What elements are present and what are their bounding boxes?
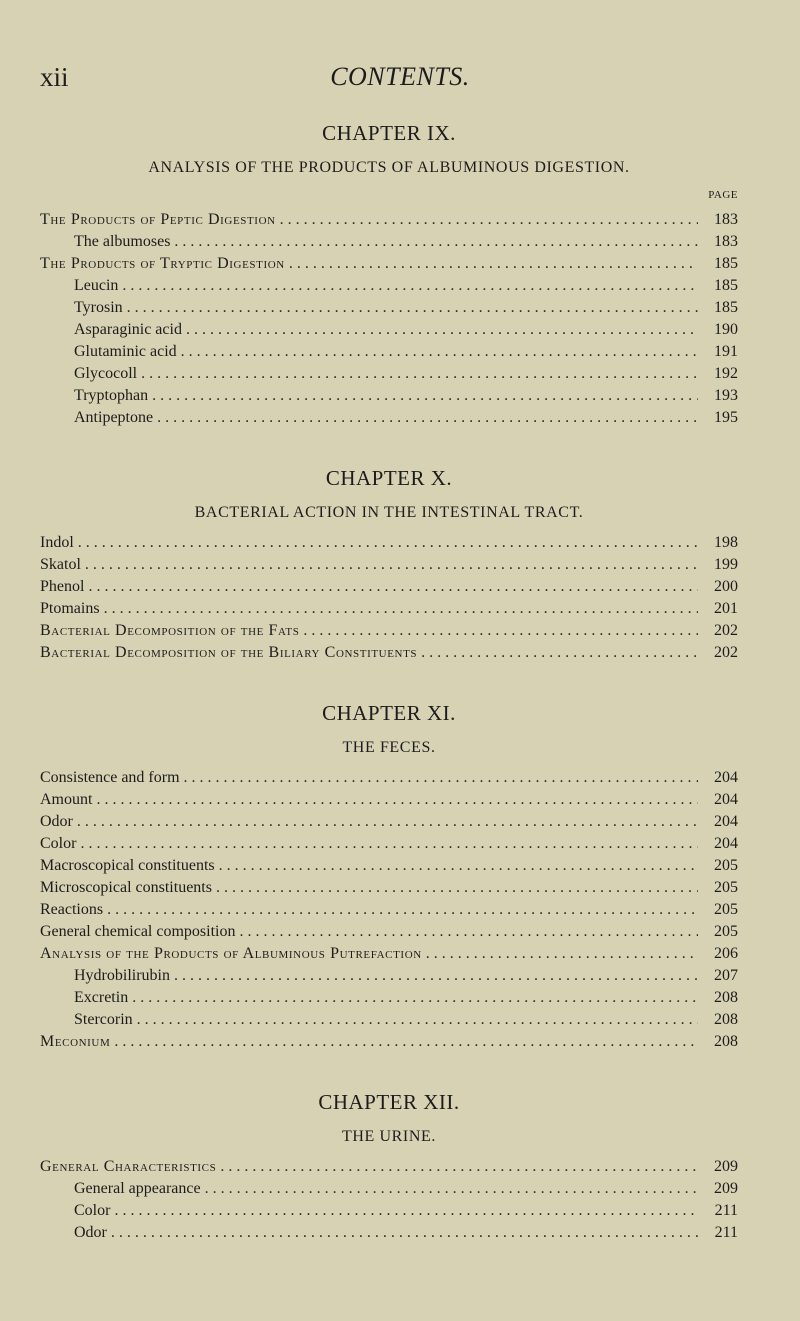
entry-title: Stercorin xyxy=(74,1011,133,1028)
toc-entry xyxy=(40,407,738,429)
dot-leader xyxy=(114,1200,698,1222)
entry-title: Glycocoll xyxy=(74,365,138,382)
entry-page-number: 205 xyxy=(714,901,738,918)
toc-entry xyxy=(40,855,738,877)
dot-leader xyxy=(289,253,698,275)
dot-leader xyxy=(80,833,698,855)
entry-page-number: 206 xyxy=(714,945,738,962)
entry-page-number: 183 xyxy=(714,211,738,228)
entry-title: Ptomains xyxy=(40,600,100,617)
entry-title: Reactions xyxy=(40,901,104,918)
entry-page-number: 205 xyxy=(714,879,738,896)
dot-leader xyxy=(85,554,698,576)
toc-entry xyxy=(40,275,738,297)
chapter-section xyxy=(40,118,738,429)
running-head xyxy=(40,62,760,92)
dot-leader xyxy=(132,987,698,1009)
toc-entry xyxy=(40,576,738,598)
chapter-heading: CHAPTER XII. xyxy=(318,1090,460,1114)
entry-page-number: 204 xyxy=(714,835,738,852)
entry-title: Color xyxy=(40,835,77,852)
entry-list xyxy=(40,767,738,1053)
entry-title: Indol xyxy=(40,534,74,551)
toc-entry xyxy=(40,231,738,253)
toc-entry xyxy=(40,209,738,231)
entry-title: Analysis of the Products of Albuminous Putrefaction xyxy=(40,945,422,962)
entry-list xyxy=(40,532,738,664)
toc-entry xyxy=(40,341,738,363)
chapter-subheading: BACTERIAL ACTION IN THE INTESTINAL TRACT. xyxy=(194,504,584,521)
entry-title: Excretin xyxy=(74,989,129,1006)
entry-page-number: 193 xyxy=(714,387,738,404)
page-column-label: PAGE xyxy=(708,189,738,201)
entry-title: Bacterial Decomposition of the Fats xyxy=(40,622,300,639)
dot-leader xyxy=(426,943,698,965)
dot-leader xyxy=(122,275,698,297)
dot-leader xyxy=(280,209,698,231)
entry-title: Glutaminic acid xyxy=(74,343,177,360)
dot-leader xyxy=(157,407,698,429)
entry-title: Tyrosin xyxy=(74,299,123,316)
entry-page-number: 205 xyxy=(714,923,738,940)
entry-title: General chemical composition xyxy=(40,923,236,940)
page-number: xii xyxy=(40,62,69,92)
entry-list xyxy=(40,209,738,429)
toc-entry xyxy=(40,833,738,855)
dot-leader xyxy=(137,1009,698,1031)
toc-entry xyxy=(40,363,738,385)
toc-entry xyxy=(40,642,738,664)
dot-leader xyxy=(77,811,698,833)
entry-title: Odor xyxy=(40,813,73,830)
entry-title: General Characteristics xyxy=(40,1158,217,1175)
dot-leader xyxy=(141,363,698,385)
entry-page-number: 201 xyxy=(714,600,738,617)
chapter-heading: CHAPTER IX. xyxy=(322,121,456,145)
entry-page-number: 207 xyxy=(714,967,738,984)
toc-entry xyxy=(40,1009,738,1031)
chapter-subheading: THE URINE. xyxy=(342,1128,436,1145)
dot-leader xyxy=(186,319,698,341)
entry-page-number: 195 xyxy=(714,409,738,426)
entry-title: The albumoses xyxy=(74,233,171,250)
running-title: CONTENTS. xyxy=(330,62,470,91)
dot-leader xyxy=(220,1156,698,1178)
entry-title: The Products of Peptic Digestion xyxy=(40,211,276,228)
toc-entry xyxy=(40,965,738,987)
dot-leader xyxy=(78,532,698,554)
toc-entry xyxy=(40,554,738,576)
dot-leader xyxy=(239,921,698,943)
entry-page-number: 185 xyxy=(714,299,738,316)
toc-entry xyxy=(40,1200,738,1222)
dot-leader xyxy=(127,297,698,319)
entry-page-number: 202 xyxy=(714,622,738,639)
dot-leader xyxy=(184,767,698,789)
entry-title: Bacterial Decomposition of the Biliary Constituents xyxy=(40,644,418,661)
entry-page-number: 198 xyxy=(714,534,738,551)
toc-entry xyxy=(40,899,738,921)
entry-page-number: 211 xyxy=(714,1224,738,1241)
chapter-section xyxy=(40,463,738,664)
entry-page-number: 185 xyxy=(714,255,738,272)
entry-title: Tryptophan xyxy=(74,387,149,404)
dot-leader xyxy=(88,576,698,598)
entry-page-number: 191 xyxy=(714,343,738,360)
toc-entry xyxy=(40,297,738,319)
entry-page-number: 208 xyxy=(714,989,738,1006)
entry-title: Amount xyxy=(40,791,93,808)
chapter-heading: CHAPTER XI. xyxy=(322,701,456,725)
entry-title: Macroscopical constituents xyxy=(40,857,215,874)
entry-title: Leucin xyxy=(74,277,119,294)
entry-title: Consistence and form xyxy=(40,769,180,786)
entry-page-number: 208 xyxy=(714,1011,738,1028)
entry-page-number: 192 xyxy=(714,365,738,382)
table-of-contents xyxy=(40,118,738,1244)
dot-leader xyxy=(174,965,698,987)
entry-page-number: 200 xyxy=(714,578,738,595)
toc-entry xyxy=(40,987,738,1009)
dot-leader xyxy=(219,855,698,877)
entry-title: Odor xyxy=(74,1224,107,1241)
entry-page-number: 211 xyxy=(714,1202,738,1219)
dot-leader xyxy=(303,620,698,642)
toc-entry xyxy=(40,921,738,943)
entry-page-number: 209 xyxy=(714,1158,738,1175)
dot-leader xyxy=(107,899,698,921)
entry-title: Antipeptone xyxy=(74,409,154,426)
entry-title: Meconium xyxy=(40,1033,111,1050)
dot-leader xyxy=(174,231,698,253)
toc-entry xyxy=(40,943,738,965)
dot-leader xyxy=(96,789,698,811)
entry-title: Phenol xyxy=(40,578,85,595)
chapter-subheading: THE FECES. xyxy=(342,739,436,756)
entry-title: General appearance xyxy=(74,1180,201,1197)
entry-page-number: 204 xyxy=(714,769,738,786)
entry-page-number: 183 xyxy=(714,233,738,250)
toc-entry xyxy=(40,385,738,407)
toc-entry xyxy=(40,532,738,554)
entry-page-number: 185 xyxy=(714,277,738,294)
entry-title: Microscopical constituents xyxy=(40,879,212,896)
entry-page-number: 209 xyxy=(714,1180,738,1197)
entry-page-number: 205 xyxy=(714,857,738,874)
toc-entry xyxy=(40,767,738,789)
toc-entry xyxy=(40,789,738,811)
dot-leader xyxy=(111,1222,698,1244)
toc-entry xyxy=(40,319,738,341)
dot-leader xyxy=(216,877,698,899)
toc-entry xyxy=(40,1156,738,1178)
toc-entry xyxy=(40,1031,738,1053)
entry-title: The Products of Tryptic Digestion xyxy=(40,255,285,272)
chapter-spacer xyxy=(40,1053,738,1087)
toc-entry xyxy=(40,877,738,899)
entry-page-number: 204 xyxy=(714,813,738,830)
toc-entry xyxy=(40,1178,738,1200)
entry-title: Hydrobilirubin xyxy=(74,967,170,984)
dot-leader xyxy=(421,642,698,664)
chapter-subheading: ANALYSIS OF THE PRODUCTS OF ALBUMINOUS DIGESTION. xyxy=(148,159,630,176)
entry-page-number: 202 xyxy=(714,644,738,661)
chapter-section xyxy=(40,698,738,1053)
toc-entry xyxy=(40,811,738,833)
entry-page-number: 208 xyxy=(714,1033,738,1050)
toc-entry xyxy=(40,598,738,620)
entry-page-number: 199 xyxy=(714,556,738,573)
entry-page-number: 190 xyxy=(714,321,738,338)
chapter-spacer xyxy=(40,429,738,463)
entry-title: Skatol xyxy=(40,556,81,573)
toc-entry xyxy=(40,1222,738,1244)
entry-page-number: 204 xyxy=(714,791,738,808)
chapter-section xyxy=(40,1087,738,1244)
entry-title: Color xyxy=(74,1202,111,1219)
dot-leader xyxy=(205,1178,698,1200)
entry-title: Asparaginic acid xyxy=(74,321,182,338)
chapter-spacer xyxy=(40,664,738,698)
entry-list xyxy=(40,1156,738,1244)
dot-leader xyxy=(152,385,698,407)
dot-leader xyxy=(114,1031,698,1053)
toc-entry xyxy=(40,620,738,642)
toc-entry xyxy=(40,253,738,275)
chapter-heading: CHAPTER X. xyxy=(325,466,453,490)
dot-leader xyxy=(181,341,698,363)
dot-leader xyxy=(104,598,698,620)
